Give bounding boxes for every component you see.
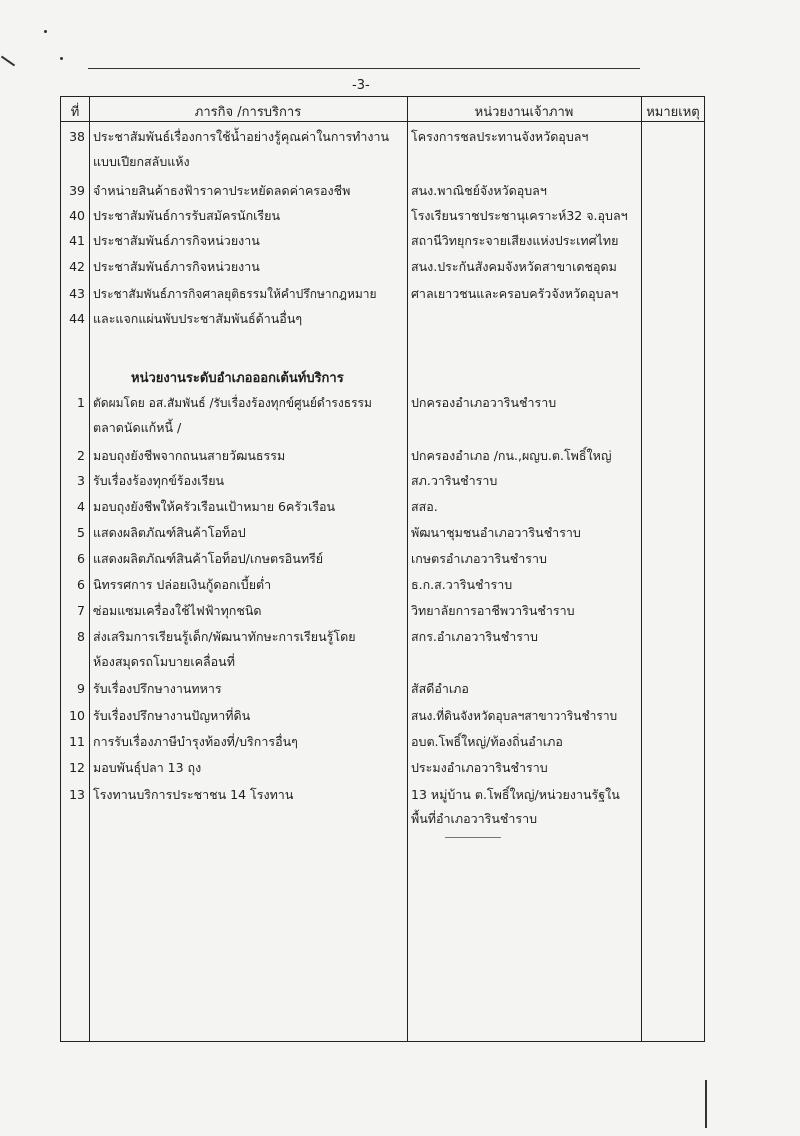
header-no: ที่: [70, 105, 80, 120]
agency-text: โรงเรียนราชประชานุเคราะห์32 จ.อุบลฯ: [411, 208, 628, 223]
agency-text: สถานีวิทยุกระจายเสียงแห่งประเทศไทย: [411, 233, 619, 248]
scan-speck: [1, 56, 15, 67]
service-text: ส่งเสริมการเรียนรู้เด็ก/พัฒนาทักษะการเรียนรู้โดย: [93, 629, 356, 644]
service-text: ประชาสัมพันธ์ภารกิจหน่วยงาน: [93, 233, 260, 248]
service-text: ประชาสัมพันธ์ภารกิจศาลยุติธรรมให้คำปรึกษากฎหมาย: [93, 287, 377, 301]
service-table: [60, 96, 705, 1042]
row-number: 44: [69, 311, 85, 326]
row-number: 8: [77, 629, 85, 644]
service-text: รับเรื่องร้องทุกข์ร้องเรียน: [93, 473, 225, 488]
column-divider: [407, 97, 408, 1041]
service-text: ประชาสัมพันธ์การรับสมัครนักเรียน: [93, 208, 281, 223]
service-text: มอบพันธุ์ปลา 13 ถุง: [93, 760, 202, 775]
row-number: 4: [77, 499, 85, 514]
service-text: จำหน่ายสินค้าธงฟ้าราคาประหยัดลดค่าครองชีพ: [93, 183, 351, 198]
agency-text: ปกครองอำเภอวารินชำราบ: [411, 395, 557, 410]
agency-text: สัสดีอำเภอ: [411, 681, 469, 696]
agency-text: ประมงอำเภอวารินชำราบ: [411, 760, 548, 775]
row-number: 6: [77, 577, 85, 592]
service-text: มอบถุงยังชีพให้ครัวเรือนเป้าหมาย 6ครัวเรือน: [93, 499, 336, 514]
row-number: 1: [77, 395, 85, 410]
service-text: และแจกแผ่นพับประชาสัมพันธ์ด้านอื่นๆ: [93, 311, 303, 326]
agency-text: สกร.อำเภอวารินชำราบ: [411, 629, 538, 644]
row-number: 11: [69, 734, 85, 749]
agency-text: ธ.ก.ส.วารินชำราบ: [411, 577, 513, 592]
agency-text: 13 หมู่บ้าน ต.โพธิ์ใหญ่/หน่วยงานรัฐใน: [411, 787, 620, 802]
row-number: 38: [69, 129, 85, 144]
header-rule: [88, 68, 640, 69]
row-number: 39: [69, 183, 85, 198]
agency-text: อบต.โพธิ์ใหญ่/ท้องถิ่นอำเภอ: [411, 734, 563, 749]
agency-text: วิทยาลัยการอาชีพวารินชำราบ: [411, 603, 575, 618]
column-divider: [89, 97, 90, 1041]
scan-speck: [44, 30, 47, 33]
row-number: 13: [69, 787, 85, 802]
row-number: 3: [77, 473, 85, 488]
service-text: มอบถุงยังชีพจากถนนสายวัฒนธรรม: [93, 448, 286, 463]
agency-text: สนง.ประกันสังคมจังหวัดสาขาเดชอุดม: [411, 259, 617, 274]
service-text: ซ่อมแซมเครื่องใช้ไฟฟ้าทุกชนิด: [93, 603, 262, 618]
closing-mark: [445, 837, 501, 838]
service-text: แสดงผลิตภัณฑ์สินค้าโอท็อป: [93, 525, 246, 540]
row-number: 5: [77, 525, 85, 540]
service-text: แสดงผลิตภัณฑ์สินค้าโอท็อป/เกษตรอินทรีย์: [93, 551, 324, 566]
header-service: ภารกิจ /การบริการ: [194, 105, 302, 120]
agency-text: สนง.ที่ดินจังหวัดอุบลฯสาขาวารินชำราบ: [411, 709, 618, 723]
agency-text: ศาลเยาวชนและครอบครัวจังหวัดอุบลฯ: [411, 286, 619, 301]
district-section-title: หน่วยงานระดับอำเภอออกเต้นท์บริการ: [131, 371, 344, 386]
service-text: การรับเรื่องภาษีบำรุงท้องที่/บริการอื่นๆ: [93, 734, 298, 749]
row-number: 10: [69, 708, 85, 723]
agency-text: เกษตรอำเภอวารินชำราบ: [411, 551, 547, 566]
row-number: 2: [77, 448, 85, 463]
header-remark: หมายเหตุ: [646, 105, 700, 120]
scan-speck: [705, 1080, 707, 1128]
service-text: ประชาสัมพันธ์เรื่องการใช้น้ำอย่างรู้คุณค่าในการทำงาน: [93, 129, 390, 144]
agency-text: สภ.วารินชำราบ: [411, 473, 498, 488]
row-number: 42: [69, 259, 85, 274]
agency-text: พัฒนาชุมชนอำเภอวารินชำราบ: [411, 525, 581, 540]
service-text: ห้องสมุดรถโมบายเคลื่อนที่: [93, 654, 235, 669]
row-number: 9: [77, 681, 85, 696]
service-text: ตัดผมโดย อส.สัมพันธ์ /รับเรื่องร้องทุกข์ศูนย์ดำรงธรรม: [93, 396, 372, 410]
header-agency: หน่วยงานเจ้าภาพ: [474, 105, 574, 120]
agency-text: โครงการชลประทานจังหวัดอุบลฯ: [411, 129, 589, 144]
agency-text: สสอ.: [411, 499, 438, 514]
row-number: 43: [69, 286, 85, 301]
service-text: รับเรื่องปรึกษางานทหาร: [93, 681, 222, 696]
agency-text: พื้นที่อำเภอวารินชำราบ: [411, 811, 538, 826]
agency-text: สนง.พาณิชย์จังหวัดอุบลฯ: [411, 183, 547, 198]
service-text: ประชาสัมพันธ์ภารกิจหน่วยงาน: [93, 259, 260, 274]
agency-text: ปกครองอำเภอ /กน.,ผญบ.ต.โพธิ์ใหญ่: [411, 448, 612, 463]
scan-speck: [60, 57, 63, 60]
service-text: โรงทานบริการประชาชน 14 โรงทาน: [93, 787, 294, 802]
service-text: รับเรื่องปรึกษางานปัญหาที่ดิน: [93, 708, 251, 723]
service-text: แบบเปียกสลับแห้ง: [93, 154, 190, 169]
service-text: นิทรรศการ ปล่อยเงินกู้ดอกเบี้ยต่ำ: [93, 577, 272, 592]
row-number: 7: [77, 603, 85, 618]
service-text: ตลาดนัดแก้หนี้ /: [93, 420, 182, 435]
page-number: -3-: [352, 78, 370, 93]
row-number: 6: [77, 551, 85, 566]
row-number: 40: [69, 208, 85, 223]
row-number: 41: [69, 233, 85, 248]
row-number: 12: [69, 760, 85, 775]
column-divider: [641, 97, 642, 1041]
